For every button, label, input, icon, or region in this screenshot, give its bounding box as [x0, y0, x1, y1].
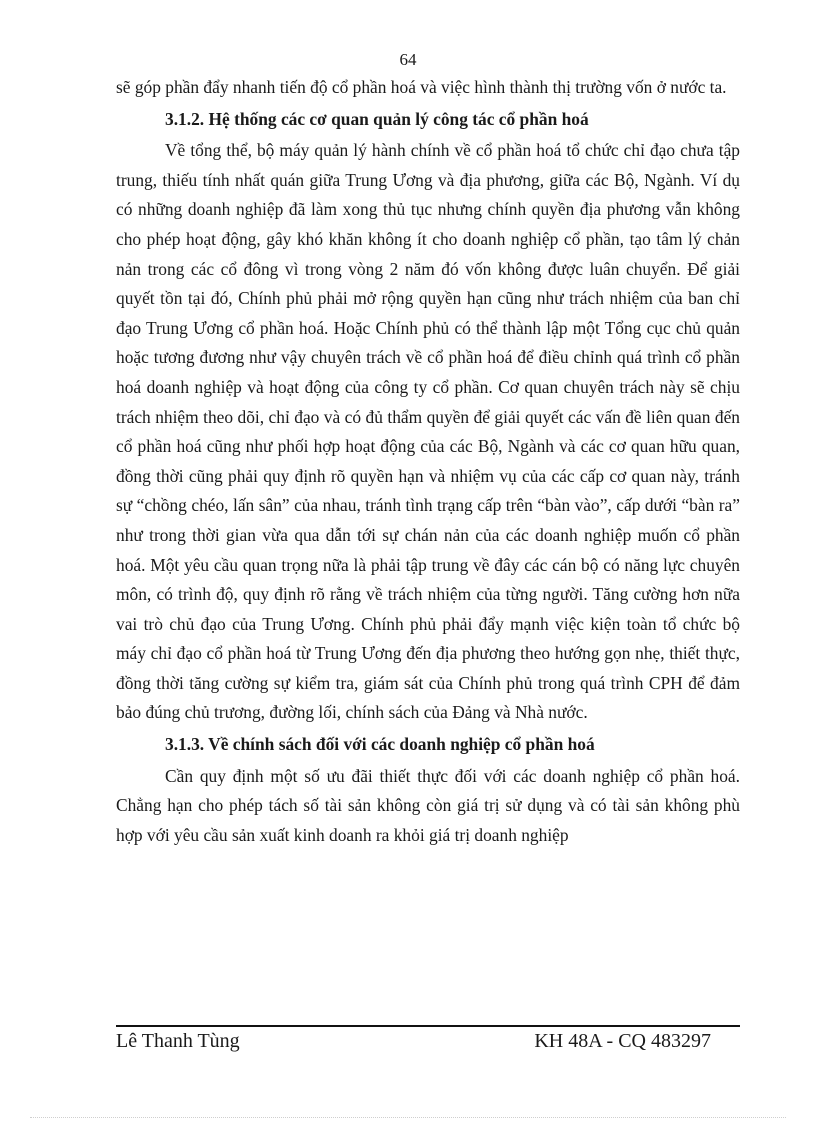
page-edge-divider	[30, 1117, 786, 1118]
intro-paragraph-tail: sẽ góp phần đẩy nhanh tiến độ cổ phần hoá và việc hình thành thị trường vốn ở nước ta.	[116, 77, 727, 97]
page-footer	[116, 1030, 711, 1053]
section-paragraph-3-1-3: Cần quy định một số ưu đãi thiết thực đối với các doanh nghiệp cổ phần hoá. Chẳng hạn cho phép tách số tài sản không còn giá trị sử dụng và có tài sản không phù hợp với yêu cầu sản xuất kinh doanh ra khỏi giá trị doanh nghiệp	[116, 765, 740, 845]
section-heading-3-1-3: 3.1.3. Về chính sách đối với các doanh nghiệp cổ phần hoá	[165, 734, 595, 755]
section-paragraph-3-1-2: Về tổng thể, bộ máy quản lý hành chính về cổ phần hoá tổ chức chỉ đạo chưa tập trung, thiếu tính nhất quán giữa Trung Ương và địa phương, giữa các Bộ, Ngành. Ví dụ có những doanh nghiệp đã làm xong thủ tục nhưng chính quyền địa phương vẫn không cho phép hoạt động, gây khó khăn không ít cho doanh nghiệp cổ phần, tạo tâm lý chản nản trong các cổ đông vì trong vòng 2 năm đó vốn không được luân chuyển. Để giải quyết tồn tại đó, Chính phủ phải mở rộng quyền hạn cũng như trách nhiệm của ban chỉ đạo Trung Ương cổ phần hoá. Hoặc Chính phủ có thể thành lập một Tổng cục chủ quản hoặc tương đương như vậy chuyên trách về cổ phần hoá để điều chỉnh quá trình cổ phần hoá doanh nghiệp và hoạt động của công ty cổ phần. Cơ quan chuyên trách này sẽ chịu trách nhiệm theo dõi, chỉ đạo và có đủ thẩm quyền để giải quyết các vấn đề liên quan đến cổ phần hoá cũng như phối hợp hoạt động của các Bộ, Ngành và các cơ quan hữu quan, đồng thời cũng phải quy định rõ quyền hạn và nhiệm vụ của các cấp cơ quan này, tránh sự “chồng chéo, lấn sân” của nhau, tránh tình trạng cấp trên “bàn vào”, cấp dưới “bàn ra” như trong thời gian vừa qua dẫn tới sự chán nản của các doanh nghiệp muốn cổ phần hoá. Một yêu cầu quan trọng nữa là phải tập trung về đây các cán bộ có năng lực chuyên môn, có trình độ, quy định rõ rằng về trách nhiệm của từng người. Tăng cường hơn nữa vai trò chủ đạo của Trung Ương. Chính phủ phải đẩy mạnh việc kiện toàn tổ chức bộ máy chỉ đạo cổ phần hoá từ Trung Ương đến địa phương theo hướng gọn nhẹ, thiết thực, đồng thời tăng cường sự kiểm tra, giám sát của Chính phủ trong quá trình CPH để đảm bảo đúng chủ trương, đường lối, chính sách của Đảng và Nhà nước.	[116, 140, 740, 723]
footer-divider	[116, 1025, 740, 1027]
page-body	[116, 73, 740, 850]
section-heading-3-1-2: 3.1.2. Hệ thống các cơ quan quản lý công tác cổ phần hoá	[165, 108, 589, 129]
footer-author: Lê Thanh Tùng	[116, 1030, 240, 1052]
page-number: 64	[399, 50, 417, 69]
footer-class-code: KH 48A - CQ 483297	[534, 1030, 711, 1052]
